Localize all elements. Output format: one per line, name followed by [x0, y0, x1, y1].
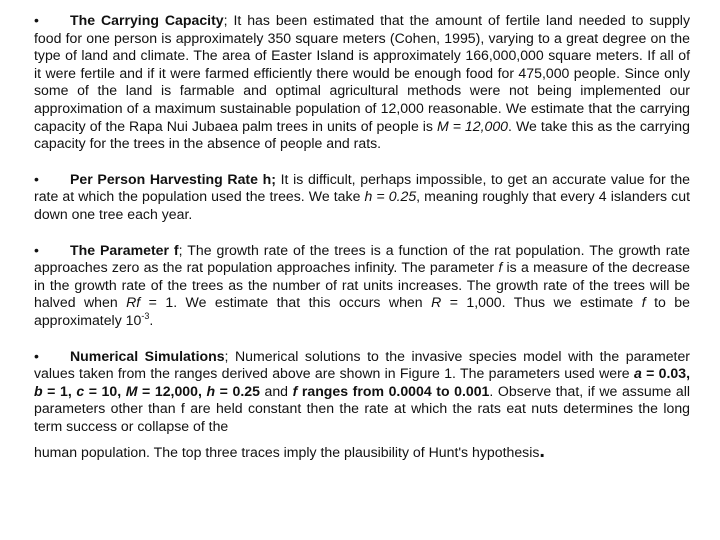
paragraph-text: ; It has been estimated that the amount of fertile land needed to supply food for one person is approximately 350 square meters (Cohen, 1995), varying to a great degree on the type of land and climate. The area of Easter Island is approximately 166,000,000 square meters. If all of it were fertile and if it were farmed efficiently there would be enough food for 475,000 people. Since only some of the land is farmable and optimal agricultural methods were not being implemented our approximation of a maximum sustainable population of 12,000 reasonable. We estimate that the carrying capacity of the Rapa Nui Jubaea palm trees in units of people is	[34, 12, 690, 134]
param-value: = 0.25	[215, 382, 260, 399]
paragraph-text: to be approximately 10	[34, 294, 690, 328]
paragraph-heading: The Parameter f	[70, 241, 179, 258]
bullet-marker: •	[34, 347, 39, 364]
paragraph-heading: The Carrying Capacity	[70, 12, 224, 28]
exponent: -3	[141, 310, 150, 321]
math-expression: h = 0.25	[364, 188, 417, 205]
math-expression: f	[641, 294, 646, 311]
paragraph-text: = 1,000. Thus we estimate	[441, 294, 642, 311]
paragraph-text: ; Numerical solutions to the invasive species model with the parameter values taken from the ranges derived above are shown in Figure 1. The parameters used were	[34, 347, 690, 382]
math-expression: Rf	[126, 294, 141, 311]
paragraph-parameter-f	[34, 242, 690, 330]
param-symbol: a	[633, 365, 642, 382]
paragraph-harvesting-rate	[34, 171, 690, 224]
param-value: = 1,	[42, 382, 77, 399]
paragraph-text: , meaning roughly that every 4 islanders cut down one tree each year.	[34, 188, 690, 222]
paragraph-heading: Per Person Harvesting Rate h;	[70, 170, 276, 187]
param-symbol: b	[34, 382, 43, 399]
paragraph-heading: Numerical Simulations	[70, 347, 225, 364]
paragraph-carrying-capacity	[34, 12, 690, 153]
param-value: = 10,	[84, 382, 126, 399]
paragraph-last-line	[34, 440, 690, 463]
paragraph-text: and	[259, 382, 293, 399]
param-value: = 12,000,	[137, 382, 207, 399]
paragraph-text: is a measure of the decrease in the growth rate of the trees as the number of rat units increases. The growth rate of the trees will be halved when	[34, 259, 691, 311]
param-range: ranges from 0.0004 to 0.001	[297, 382, 490, 399]
bullet-marker: •	[34, 241, 39, 258]
paragraph-text: ; The growth rate of the trees is a function of the rat population. The growth rate approaches zero as the rat population approaches infinity. The parameter	[34, 241, 690, 276]
document-page	[34, 12, 690, 462]
param-symbol: M	[125, 382, 138, 399]
paragraph-text: It is difficult, perhaps impossible, to get an accurate value for the rate at which the population used the trees. We take	[34, 170, 690, 205]
param-symbol: h	[206, 382, 216, 399]
end-period: .	[539, 440, 545, 463]
math-expression: f	[498, 259, 503, 276]
math-expression: R	[431, 294, 442, 311]
paragraph-numerical-simulations	[34, 348, 690, 463]
math-expression: M = 12,000	[436, 117, 509, 134]
paragraph-text: = 1. We estimate that this occurs when	[140, 294, 432, 311]
bullet-marker: •	[34, 170, 39, 187]
paragraph-text: human population. The top three traces imply the plausibility of Hunt's hypothesis	[34, 444, 540, 461]
bullet-marker: •	[34, 12, 39, 28]
param-value: = 0.03,	[641, 365, 690, 382]
paragraph-text: .	[149, 311, 154, 328]
paragraph-text: . Observe that, if we assume all parameters other than f are held constant then the rate at which the rats eat nuts determines the long term success or collapse of the	[34, 382, 690, 434]
paragraph-text: . We take this as the carrying capacity for the trees in the absence of people and rats.	[34, 117, 690, 152]
param-symbol: c	[76, 382, 85, 399]
param-symbol: f	[292, 382, 298, 399]
